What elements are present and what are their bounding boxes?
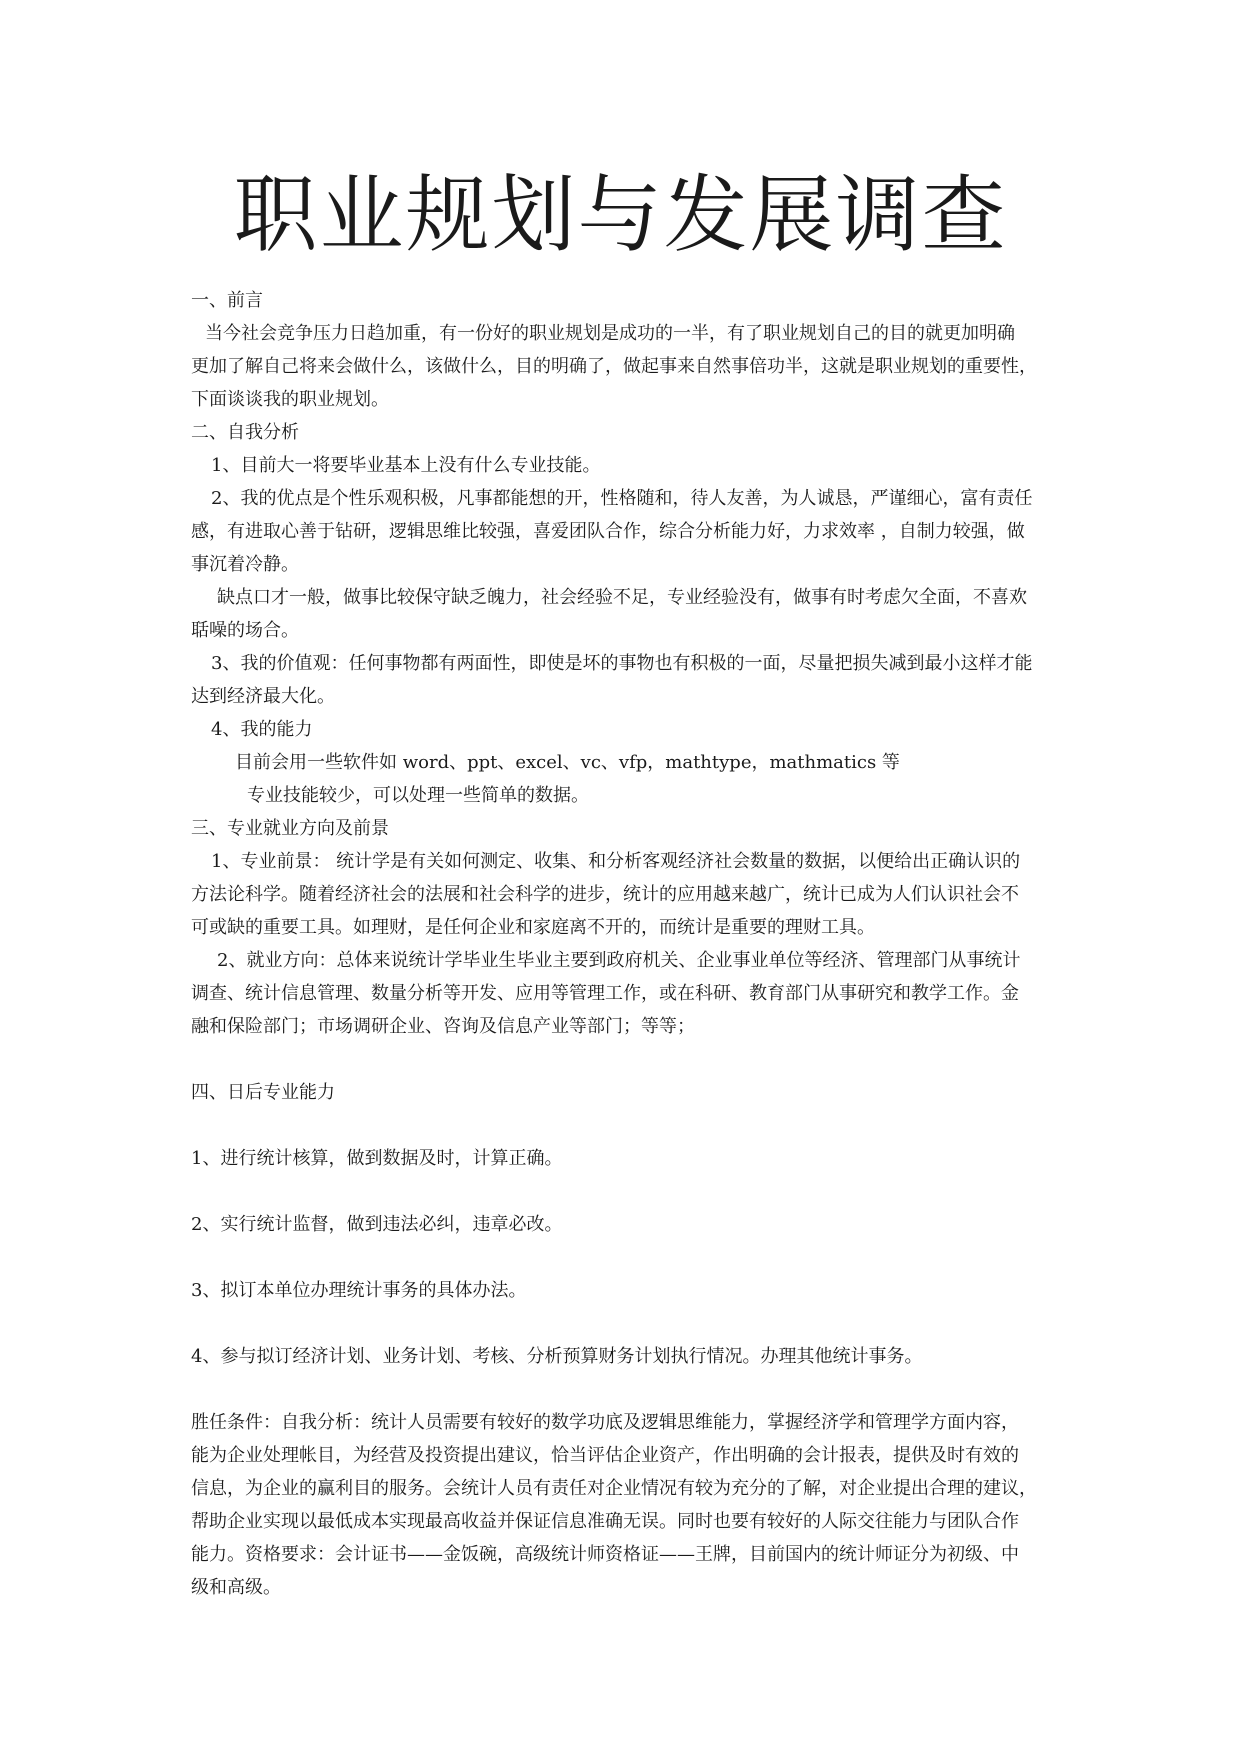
text-line: 3、我的价值观：任何事物都有两面性，即使是坏的事物也有积极的一面，尽量把损失减到最小这样才能: [211, 653, 1033, 674]
text-line: 能为企业处理帐目，为经营及投资提出建议，恰当评估企业资产，作出明确的会计报表，提供及时有效的: [191, 1445, 1019, 1466]
text-line: 二、自我分析: [191, 422, 299, 443]
document-title: 职业规划与发展调查: [233, 166, 1008, 264]
text-line: 三、专业就业方向及前景: [191, 818, 389, 839]
blank-line: [191, 1043, 1071, 1076]
blank-line: [191, 1109, 1071, 1142]
text-line: 2、实行统计监督，做到违法必纠，违章必改。: [191, 1214, 563, 1235]
text-line: 调查、统计信息管理、数量分析等开发、应用等管理工作，或在科研、教育部门从事研究和教学工作。金: [191, 983, 1019, 1004]
text-line: 胜任条件：自我分析：统计人员需要有较好的数学功底及逻辑思维能力，掌握经济学和管理学方面内容，: [191, 1412, 1019, 1433]
blank-line: [191, 1307, 1071, 1340]
blank-line: [191, 1241, 1071, 1274]
text-line: 当今社会竞争压力日趋加重，有一份好的职业规划是成功的一半，有了职业规划自己的目的就更加明确: [205, 323, 1015, 344]
text-line: 更加了解自己将来会做什么，该做什么，目的明确了，做起事来自然事倍功半，这就是职业规划的重要性，: [191, 356, 1037, 377]
text-line: 信息，为企业的赢利目的服务。会统计人员有责任对企业情况有较为充分的了解，对企业提出合理的建议，: [191, 1478, 1037, 1499]
text-line: 帮助企业实现以最低成本实现最高收益并保证信息准确无误。同时也要有较好的人际交往能力与团队合作: [191, 1511, 1019, 1532]
text-line: 目前会用一些软件如 word、ppt、excel、vc、vfp，mathtype，mathmatics 等: [235, 752, 900, 773]
text-line: 达到经济最大化。: [191, 686, 335, 707]
text-line: 1、专业前景： 统计学是有关如何测定、收集、和分析客观经济社会数量的数据，以便给出正确认识的: [211, 851, 1021, 872]
text-line: 聒噪的场合。: [191, 620, 299, 641]
text-line: 4、我的能力: [211, 719, 313, 740]
text-line: 可或缺的重要工具。如理财，是任何企业和家庭离不开的，而统计是重要的理财工具。: [191, 917, 875, 938]
text-line: 专业技能较少，可以处理一些简单的数据。: [247, 785, 589, 806]
text-line: 1、进行统计核算，做到数据及时，计算正确。: [191, 1148, 563, 1169]
text-line: 2、我的优点是个性乐观积极，凡事都能想的开，性格随和，待人友善，为人诚恳，严谨细心，富有责任: [211, 488, 1033, 509]
text-line: 缺点口才一般，做事比较保守缺乏魄力，社会经验不足，专业经验没有，做事有时考虑欠全面，不喜欢: [217, 587, 1027, 608]
text-line: 2、就业方向：总体来说统计学毕业生毕业主要到政府机关、企业事业单位等经济、管理部门从事统计: [217, 950, 1021, 971]
text-line: 1、目前大一将要毕业基本上没有什么专业技能。: [211, 455, 601, 476]
text-line: 下面谈谈我的职业规划。: [191, 389, 389, 410]
blank-line: [191, 1373, 1071, 1406]
text-line: 一、前言: [191, 290, 263, 311]
text-line: 事沉着冷静。: [191, 554, 299, 575]
text-line: 感，有进取心善于钻研，逻辑思维比较强，喜爱团队合作，综合分析能力好，力求效率 ，自制力较强，做: [191, 521, 1025, 542]
text-line: 能力。资格要求：会计证书——金饭碗，高级统计师资格证——王牌，目前国内的统计师证分为初级、中: [191, 1544, 1019, 1565]
document-body: [191, 284, 1071, 1604]
blank-line: [191, 1175, 1071, 1208]
text-line: 方法论科学。随着经济社会的法展和社会科学的进步，统计的应用越来越广，统计已成为人们认识社会不: [191, 884, 1019, 905]
text-line: 3、拟订本单位办理统计事务的具体办法。: [191, 1280, 527, 1301]
text-line: 4、参与拟订经济计划、业务计划、考核、分析预算财务计划执行情况。办理其他统计事务。: [191, 1346, 923, 1367]
text-line: 级和高级。: [191, 1577, 281, 1598]
text-line: 四、日后专业能力: [191, 1082, 335, 1103]
text-line: 融和保险部门；市场调研企业、咨询及信息产业等部门；等等；: [191, 1016, 695, 1037]
